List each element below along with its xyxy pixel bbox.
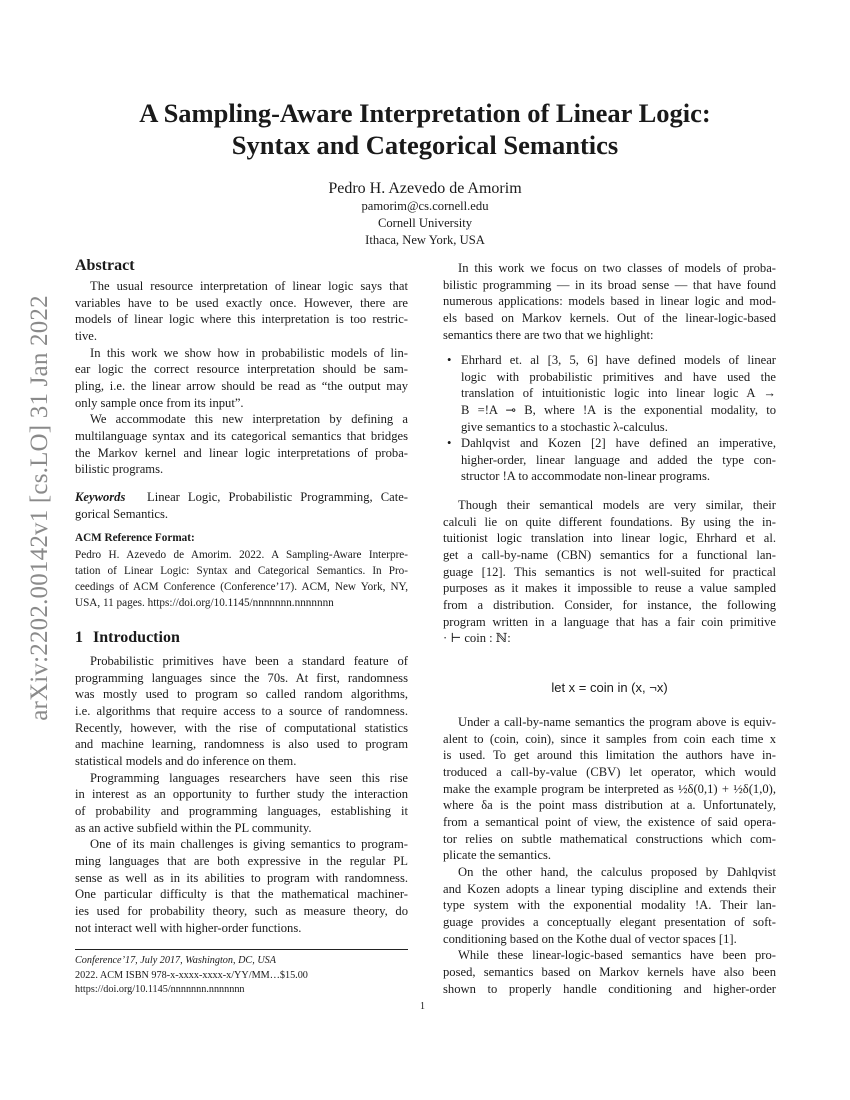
bullet-icon: • [447,353,452,367]
text-line: ear logic the correct resource interpretation should be sam- [75,362,408,377]
bullet-item-ehrhard [447,352,776,435]
text-line: statistical models and do inference on them. [75,753,297,768]
text-line: of probability and programming languages, establishing it [75,803,408,818]
text-line: guage [12]. This semantics is not well-suited for practical [443,564,776,579]
text-line: conditioning based on the Kothe dual of vector spaces [1]. [443,931,737,946]
bullet-item-dahlqvist [447,435,776,485]
text-line: Programming languages researchers have seen this rise [90,770,408,785]
text-line: logic with probabilistic primitives and have used the [461,369,776,384]
right-paragraph-3 [443,714,776,997]
text-line: give semantics to a stochastic λ-calculus. [461,419,668,434]
text-line: · ⊢ coin : ℕ: [443,631,511,646]
author-location: Ithaca, New York, USA [365,233,485,247]
acm-reference-heading: ACM Reference Format: [75,532,195,544]
paragraph [443,714,776,864]
text-line: ies used for probability theory, such as measure theory, do [75,903,408,918]
text-line: from a semantical point of view, the existence of said opera- [443,814,776,829]
title-line-2: Syntax and Categorical Semantics [231,130,619,160]
text-line: only sample once from its input”. [75,395,244,410]
text-line: While these linear-logic-based semantics have been pro- [458,948,776,963]
arxiv-identifier: arXiv:2202.00142v1 [cs.LO] 31 Jan 2022 [26,295,53,721]
footnote-venue: Conference’17, July 2017, Washington, DC, USA [75,955,276,966]
text-line: was mostly used to program so called random algorithms, [75,687,408,702]
text-line: bilistic programming — in its broad sense — that have found [443,277,776,292]
text-line: get a call-by-name (CBN) semantics for a functional lan- [443,547,776,562]
bullet-icon: • [447,436,452,450]
text-line: Ehrhard et. al [3, 5, 6] have defined models of linear [461,353,776,367]
text-line: ceedings of ACM Conference (Conference’17). ACM, New York, NY, [75,581,408,593]
text-line: On the other hand, the calculus proposed by Dahlqvist [458,864,776,879]
page-number: 1 [420,1001,425,1012]
text-line: semantics there are two that we highlight: [443,327,654,342]
text-line: Probabilistic primitives have been a standard feature of [90,654,408,668]
text-line: alent to (coin, coin), since it samples from coin each time x [443,731,776,746]
text-line: and Kozen adopts a linear typing discipline and extends their [443,881,776,896]
text-line: Under a call-by-name semantics the program above is equiv- [458,715,776,729]
text-line: where δa is the point mass distribution at a. Unfortunately, [443,798,776,813]
text-line: Linear Logic, Probabilistic Programming, Cate- [147,490,408,504]
text-line: els based on Markov kernels. Out of the linear-logic-based [443,310,776,325]
text-line: Though their semantical models are very similar, their [458,498,776,512]
right-paragraph-1 [443,260,776,343]
text-line: B =!A ⊸ B, where !A is the exponential modality, to [461,402,776,417]
intro-paragraph [75,770,408,837]
abstract-paragraph [75,345,408,412]
text-line: tation of Linear Logic: Syntax and Categorical Semantics. In Pro- [75,565,408,577]
text-line: plicate the semantics. [443,848,552,863]
text-line: tive. [75,328,98,343]
text-line: make the example program be interpreted as ½δ(0,1) + ½δ(1,0), [443,781,776,796]
text-line: troduced a call-by-value (CBV) let operator, which would [443,764,776,779]
author-email: pamorim@cs.cornell.edu [361,199,489,213]
text-line: multilanguage syntax and its categorical semantics that bridges [75,428,408,443]
text-line: Pedro H. Azevedo de Amorim. 2022. A Sampling-Aware Interpre- [75,549,408,561]
keywords [75,489,408,522]
intro-paragraph [75,653,408,770]
text-line: translation of intuitionistic logic into linear logic A → [461,386,776,401]
text-line: One particular difficulty is that the mathematical machiner- [75,887,408,902]
author-institution: Cornell University [377,216,473,230]
keywords-label: Keywords [75,490,126,504]
text-line: is used. To get around this limitation the authors have in- [443,748,776,763]
text-line: tuitionist logic translation into linear logic, Ehrhard et al. [443,531,776,546]
text-line: purposes as it makes it impossible to reuse a value sampled [443,581,776,596]
text-line: from a distribution. Consider, for instance, the following [443,597,776,612]
text-line: i.e. algorithms that require access to a source of randomness. [75,703,408,718]
text-line: in interest as an opportunity to further study the interaction [75,787,408,802]
text-line: structor !A to accommodate non-linear programs. [461,469,710,484]
abstract-body [75,278,408,478]
text-line: type system with the exponential modality !A. Their lan- [443,898,776,913]
text-line: Recently, however, with the rise of computational statistics [75,720,408,735]
intro-paragraph [75,836,408,936]
text-line: gorical Semantics. [75,506,169,521]
text-line: and machine learning, randomness is also used to program [75,737,408,752]
text-line: One of its main challenges is giving semantics to program- [90,837,408,852]
text-line: the Markov kernel and linear logic interpretations of proba- [75,445,408,460]
text-line: USA, 11 pages. https://doi.org/10.1145/nnnnnnn.nnnnnnn [75,597,334,609]
text-line: pling, i.e. the linear arrow should be read as “the output may [75,378,408,393]
text-line: posed, semantics based on Markov kernels have also been [443,964,776,979]
paragraph [443,947,776,997]
text-line: calculi lie on quite different foundations. By using the in- [443,514,776,529]
abstract-paragraph [75,278,408,345]
footnote-doi: https://doi.org/10.1145/nnnnnnn.nnnnnnn [75,984,245,995]
text-line: variables have to be used exactly once. However, there are [75,295,408,310]
text-line: numerous applications: models based in linear logic and mod- [443,294,776,309]
footnote-rule [75,949,408,950]
text-line: models of linear logic where this interpretation is too restric- [75,312,408,327]
text-line: bilistic programs. [75,462,164,477]
text-line: ming languages that are both expressive in the regular PL [75,853,408,868]
text-line: In this work we focus on two classes of models of proba- [458,261,776,275]
abstract-heading: Abstract [75,257,135,274]
bullet-text [461,435,776,485]
footnote [75,954,408,998]
author-affiliation [0,198,850,249]
footnote-isbn: 2022. ACM ISBN 978-x-xxxx-xxxx-x/YY/MM…$15.00 [75,969,308,981]
display-equation: let x = coin in (x, ¬x) [551,680,668,695]
introduction-heading: 1 Introduction [75,629,180,646]
text-line: higher-order, linear language and added the type con- [461,452,776,467]
introduction-body [75,653,408,936]
paragraph [443,864,776,947]
text-line: shown to properly handle conditioning and higher-order [443,981,776,996]
abstract-paragraph [75,411,408,478]
title-line-1: A Sampling-Aware Interpretation of Linear Logic: [139,98,711,128]
text-line: program written in a language that has a fair coin primitive [443,614,776,629]
text-line: Dahlqvist and Kozen [2] have defined an imperative, [461,436,776,450]
right-paragraph-2 [443,497,776,647]
text-line: not interact well with higher-order functions. [75,920,302,935]
text-line: tor relies on subtle mathematical constructions which com- [443,831,776,846]
text-line: We accommodate this new interpretation by defining a [90,412,408,427]
text-line: In this work we show how in probabilistic models of lin- [90,345,408,360]
text-line: The usual resource interpretation of linear logic says that [90,279,408,293]
text-line: programming languages since the 70s. At first, randomness [75,670,408,685]
text-line: as an active subfield within the PL community. [75,820,312,835]
text-line: sense as well as in its abilities to program with randomness. [75,870,408,885]
bullet-text [461,352,776,435]
author-name: Pedro H. Azevedo de Amorim [328,180,522,197]
acm-reference-text [75,547,408,611]
text-line: guage provides a conceptually elegant presentation of soft- [443,914,776,929]
paper-title [0,97,850,161]
